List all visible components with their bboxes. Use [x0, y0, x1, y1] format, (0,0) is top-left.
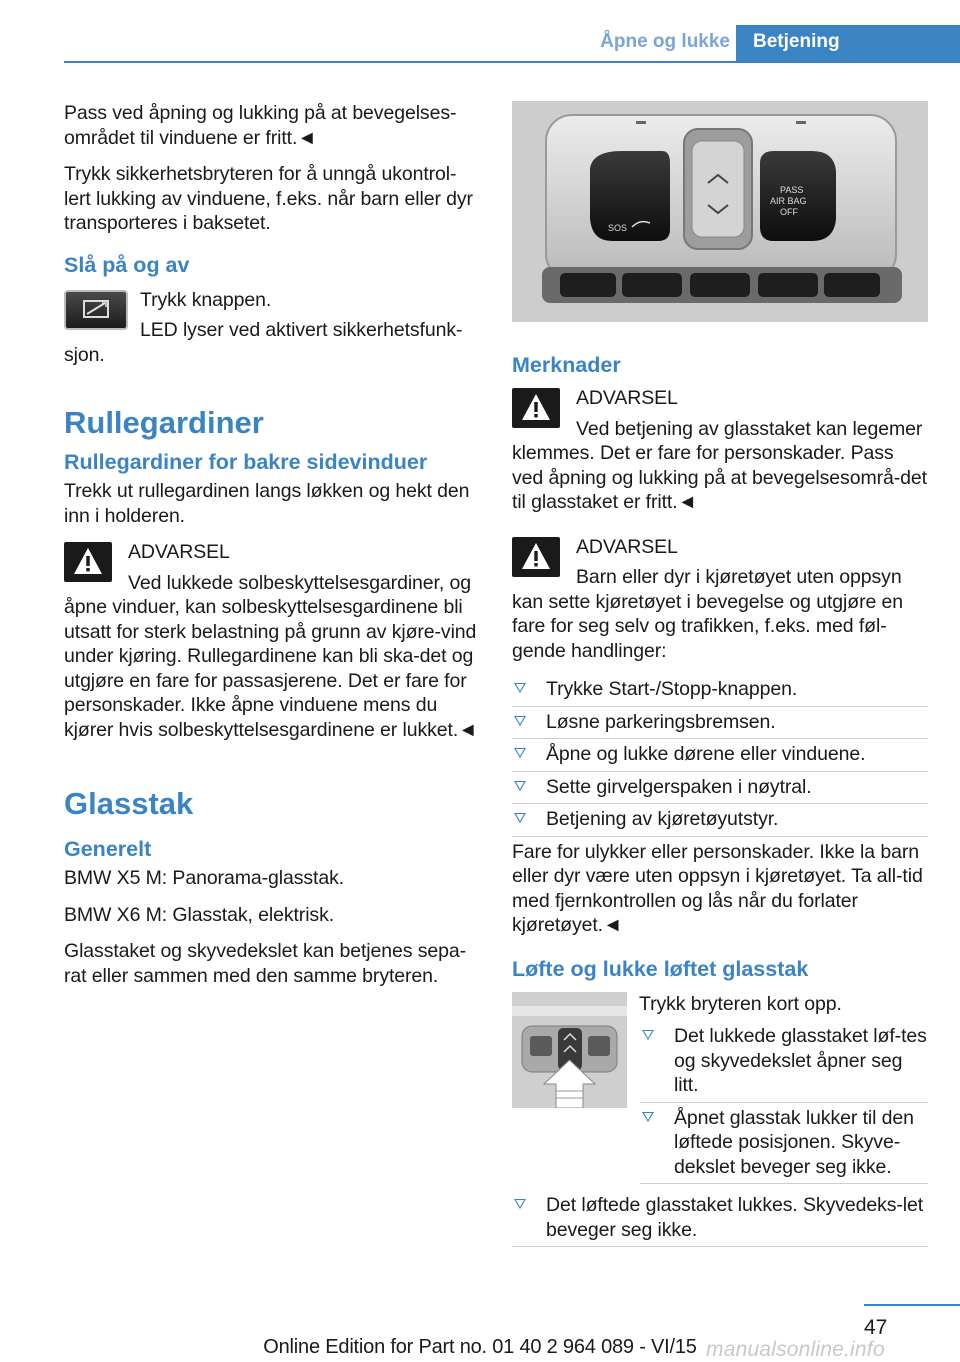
- triangle-bullet-icon: [512, 681, 526, 695]
- watermark: manualsonline.info: [706, 1338, 885, 1361]
- warning-pinch: [512, 386, 928, 515]
- heading-general: Generelt: [64, 837, 152, 861]
- paragraph-blinds: Trekk ut rullegardinen langs løkken og hekt den inn i holderen.: [64, 480, 470, 527]
- switch-instruction: [64, 288, 480, 380]
- warning-title: ADVARSEL: [128, 541, 230, 563]
- warning-title: ADVARSEL: [576, 535, 678, 558]
- heading-blinds: Rullegardiner: [64, 405, 264, 440]
- warning-triangle-icon: [512, 537, 560, 577]
- list-item: Betjening av kjøretøyutstyr.: [512, 807, 928, 832]
- heading-on-off: Slå på og av: [64, 252, 190, 277]
- action-list: [512, 677, 928, 832]
- heading-notes: Merknader: [512, 353, 621, 377]
- header-rule: [64, 61, 960, 63]
- paragraph-separate-operation: Glasstaket og skyvedekslet kan betjenes sepa-rat eller sammen med den samme bryteren.: [64, 940, 466, 987]
- list-item: Det løftede glasstaket lukkes. Skyvedeks-let beveger seg ikke.: [512, 1193, 928, 1242]
- warning-triangle-icon: [512, 388, 560, 428]
- triangle-bullet-icon: [512, 779, 526, 793]
- roof-console-photo: [512, 101, 928, 322]
- window-lock-switch-icon: [64, 290, 128, 330]
- warning-text: Ved betjening av glasstaket kan legemer klemmes. Det er fare for personskader. Pass ved åpning og lukking på at bevegelsesområ-det til glasstaket er fritt.◄: [512, 417, 927, 513]
- warning-triangle-icon: [64, 542, 112, 582]
- warning-text: Ved lukkede solbeskyttelsesgardiner, og åpne vinduer, kan solbeskyttelsesgardinene bli utsatt for sterk belastning på grunn av kjøre-vind under kjøring. Rullegardinene kan bli ska-det og utgjøre en fare for passasjerene. Det er fare for personskader. Ikke åpne vinduene mens du kjører hvis solbeskyttelsesgardinene er lukket.◄: [64, 571, 478, 741]
- triangle-bullet-icon: [512, 746, 526, 760]
- paragraph-safety-switch: Trykk sikkerhetsbryteren for å unngå ukontrol-lert lukking av vinduene, f.eks. når barn eller dyr transporteres i baksetet.: [64, 163, 473, 234]
- warning-title: ADVARSEL: [576, 387, 678, 409]
- lift-final-list: [512, 1193, 928, 1242]
- list-item: Løsne parkeringsbremsen.: [512, 710, 928, 735]
- svg-text:SOS: SOS: [608, 223, 628, 233]
- heading-lift-roof: Løfte og lukke løftet glasstak: [512, 956, 809, 981]
- list-item: Sette girvelgerspaken i nøytral.: [512, 775, 928, 800]
- paragraph-window-area: Pass ved åpning og lukking på at bevegelses-området til vinduene er fritt.◄: [64, 102, 457, 149]
- list-item: Det lukkede glasstaket løf-tes og skyvedekslet åpner seg litt.: [640, 1024, 928, 1098]
- page-number: 47: [864, 1316, 888, 1339]
- footer-rule: [864, 1304, 960, 1306]
- right-column: [512, 101, 928, 1250]
- svg-text:PASS: PASS: [780, 185, 804, 195]
- lift-instruction: [512, 992, 928, 1188]
- footer-edition: Online Edition for Part no. 01 40 2 964 089 - VI/15: [263, 1336, 697, 1358]
- svg-text:AIR BAG: AIR BAG: [770, 196, 807, 206]
- list-item: Trykke Start-/Stopp-knappen.: [512, 677, 928, 702]
- svg-text:OFF: OFF: [780, 207, 798, 217]
- triangle-bullet-icon: [512, 714, 526, 728]
- paragraph-accident-risk: Fare for ulykker eller personskader. Ikke la barn eller dyr være uten oppsyn i kjøretøyet. Ta all-tid med fjernkontrollen og lås når du forlater kjøretøyet.◄: [512, 840, 923, 936]
- header-section-title: Åpne og lukke: [600, 31, 730, 52]
- roof-switch-photo: [512, 992, 627, 1108]
- list-item: Åpne og lukke dørene eller vinduene.: [512, 742, 928, 767]
- left-column: [64, 101, 480, 1000]
- page-header: [0, 25, 960, 65]
- triangle-bullet-icon: [512, 811, 526, 825]
- text-x6m: BMW X6 M: Glasstak, elektrisk.: [64, 903, 335, 926]
- warning-blinds: [64, 540, 480, 742]
- heading-glass-roof: Glasstak: [64, 786, 194, 821]
- led-text: LED lyser ved aktivert sikkerhetsfunk-sjon.: [64, 319, 463, 366]
- header-chapter-tab: Betjening: [736, 25, 960, 63]
- triangle-bullet-icon: [640, 1110, 654, 1124]
- lift-press-text: Trykk bryteren kort opp.: [639, 992, 842, 1015]
- warning-unattended: [512, 535, 928, 664]
- warning-text: Barn eller dyr i kjøretøyet uten oppsyn kan sette kjøretøyet i bevegelse og utgjøre en fare for seg selv og trafikken, f.eks. med føl-gende handlinger:: [512, 566, 904, 662]
- lift-sub-list: [640, 1024, 928, 1179]
- text-x5m: BMW X5 M: Panorama-glasstak.: [64, 867, 345, 889]
- list-item: Åpnet glasstak lukker til den løftede posisjonen. Skyve-dekslet beveger seg ikke.: [640, 1106, 928, 1180]
- heading-rear-blinds: Rullegardiner for bakre sidevinduer: [64, 450, 428, 474]
- press-button-text: Trykk knappen.: [140, 288, 272, 311]
- triangle-bullet-icon: [512, 1197, 526, 1211]
- triangle-bullet-icon: [640, 1028, 654, 1042]
